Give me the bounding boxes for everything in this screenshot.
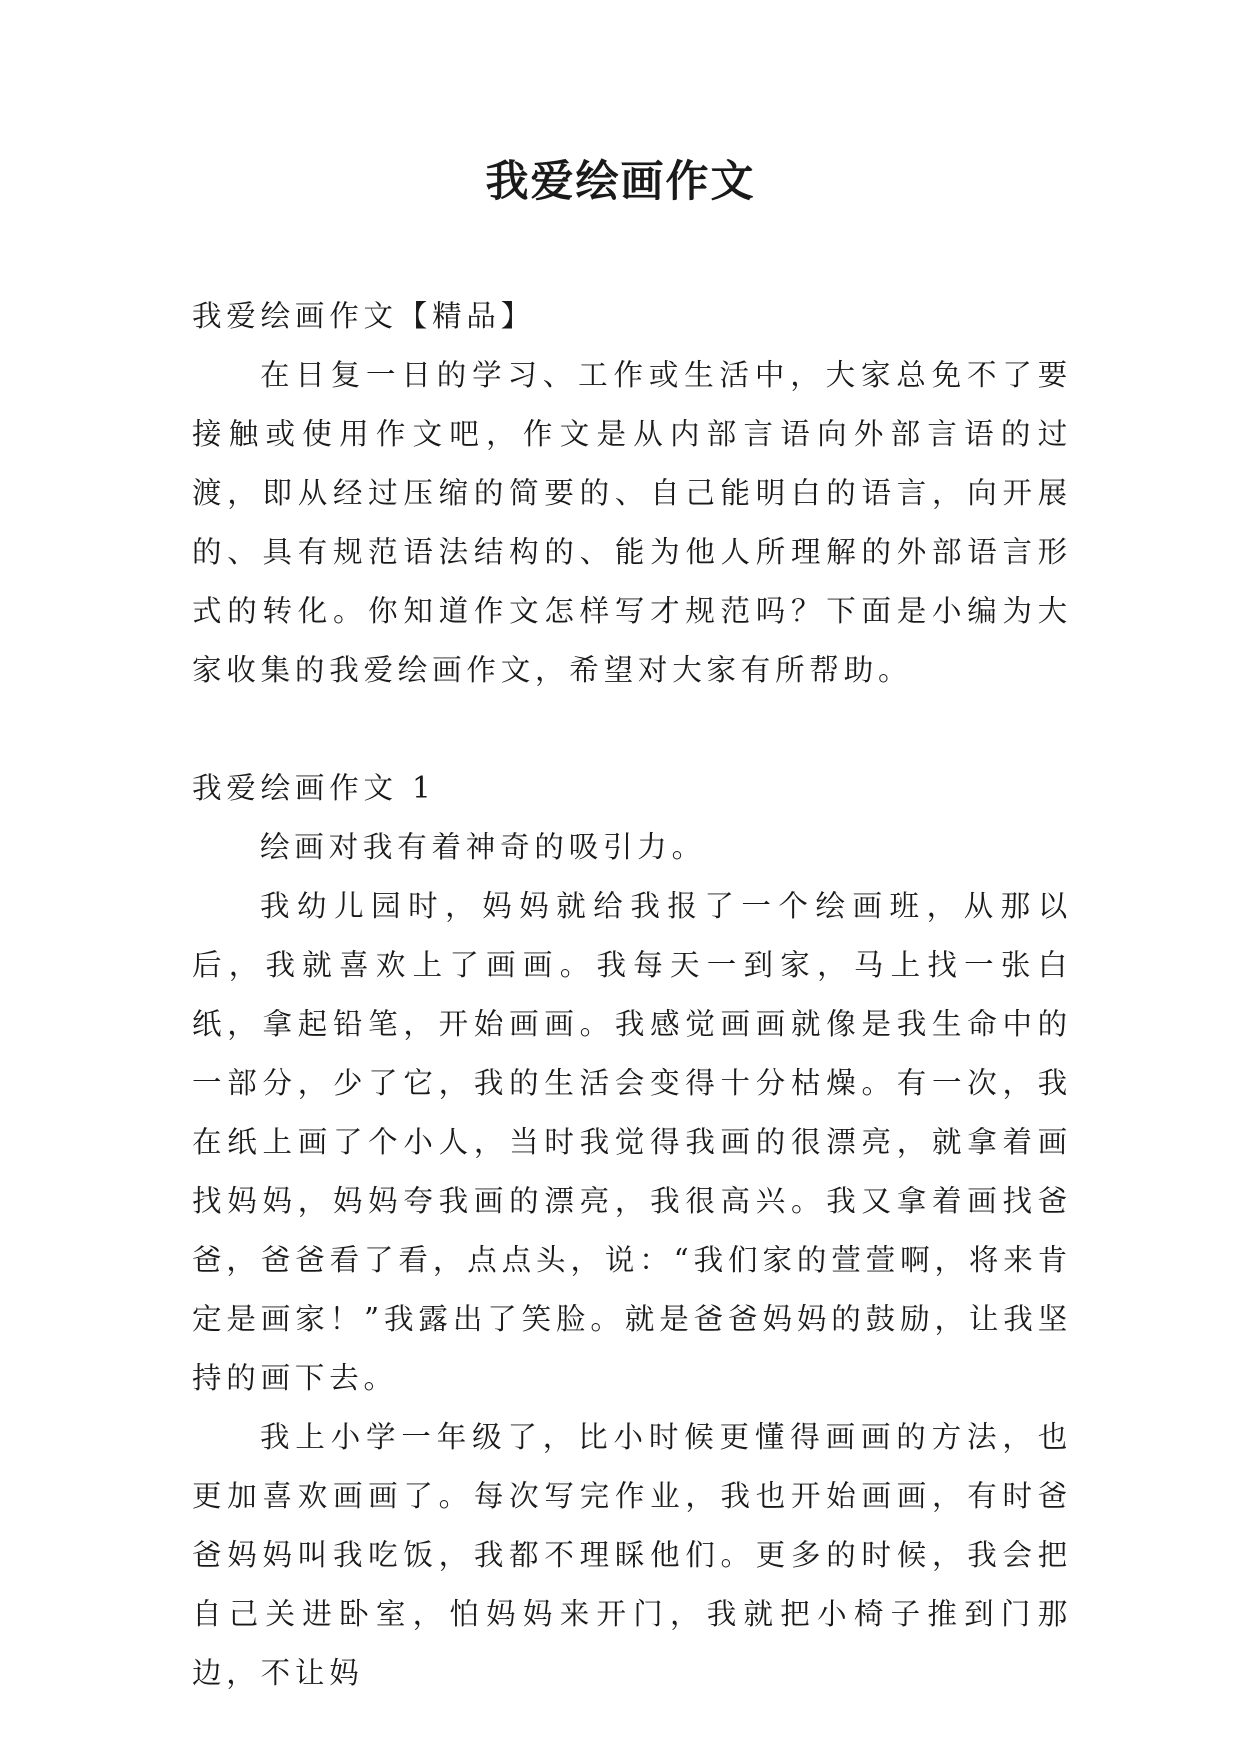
- intro-paragraph: 在日复一日的学习、工作或生活中，大家总免不了要接触或使用作文吧，作文是从内部言语向外部言语的过渡，即从经过压缩的简要的、自己能明白的语言，向开展的、具有规范语法结构的、能为他人所理解的外部语言形式的转化。你知道作文怎样写才规范吗？下面是小编为大家收集的我爱绘画作文，希望对大家有所帮助。: [192, 358, 1072, 687]
- section-spacer: [192, 700, 1072, 759]
- document-subtitle: 我爱绘画作文【精品】: [192, 299, 536, 333]
- page-title: 我爱绘画作文: [485, 157, 756, 207]
- document-body: [192, 287, 1072, 1703]
- essay-heading: 我爱绘画作文 1: [192, 771, 436, 805]
- essay-paragraph: 绘画对我有着神奇的吸引力。: [260, 830, 706, 864]
- essay-paragraph: 我幼儿园时，妈妈就给我报了一个绘画班，从那以后，我就喜欢上了画画。我每天一到家，马上找一张白纸，拿起铅笔，开始画画。我感觉画画就像是我生命中的一部分，少了它，我的生活会变得十分枯燥。有一次，我在纸上画了个小人，当时我觉得我画的很漂亮，就拿着画找妈妈，妈妈夸我画的漂亮，我很高兴。我又拿着画找爸爸，爸爸看了看，点点头，说：“我们家的萱萱啊，将来肯定是画家！”我露出了笑脸。就是爸爸妈妈的鼓励，让我坚持的画下去。: [192, 889, 1072, 1395]
- essay-paragraph: 我上小学一年级了，比小时候更懂得画画的方法，也更加喜欢画画了。每次写完作业，我也开始画画，有时爸爸妈妈叫我吃饭，我都不理睬他们。更多的时候，我会把自己关进卧室，怕妈妈来开门，我就把小椅子推到门那边，不让妈: [192, 1420, 1072, 1690]
